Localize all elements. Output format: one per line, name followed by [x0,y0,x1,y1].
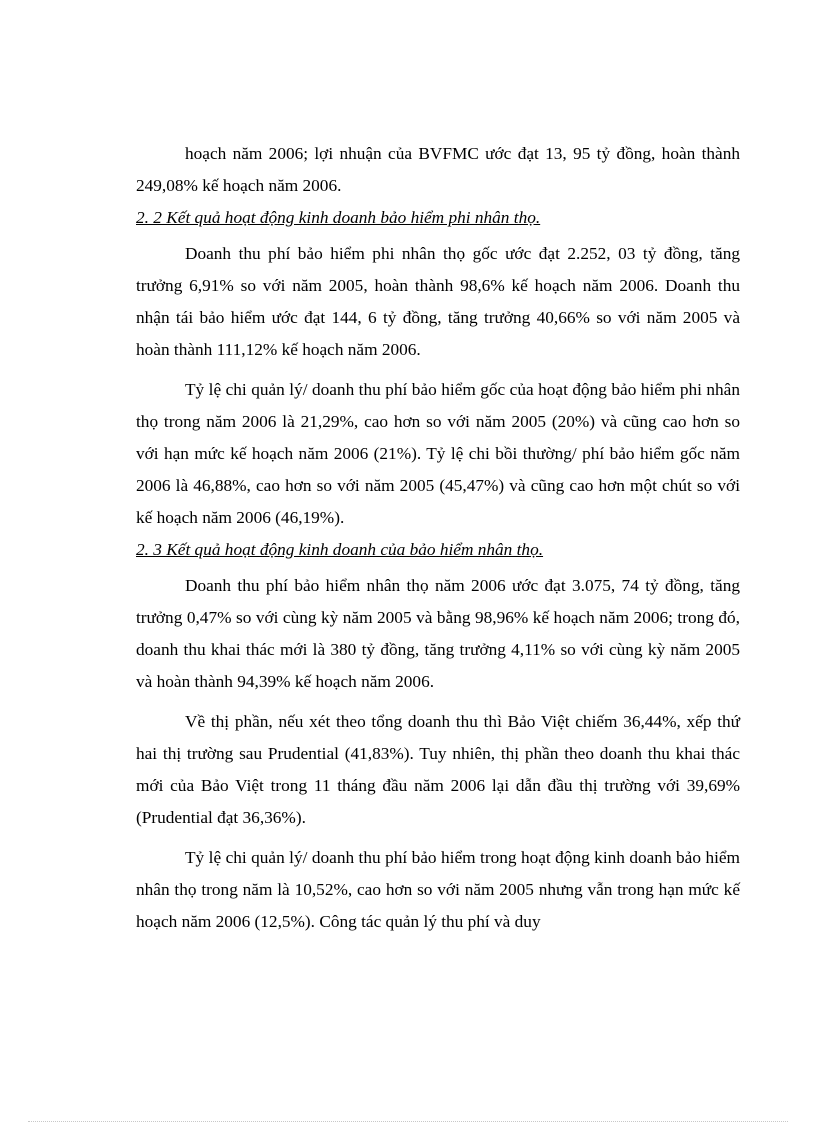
page-bottom-divider [28,1121,788,1122]
paragraph-non-life-ratios: Tỷ lệ chi quản lý/ doanh thu phí bảo hiểm gốc của hoạt động bảo hiểm phi nhân thọ trong năm 2006 là 21,29%, cao hơn so với năm 2005 (20%) và cũng cao hơn so với hạn mức kế hoạch năm 2006 (21%). Tỷ lệ chi bồi thường/ phí bảo hiểm gốc năm 2006 là 46,88%, cao hơn so với năm 2005 (45,47%) và cũng cao hơn một chút so với kế hoạch năm 2006 (46,19%). [136,380,740,527]
paragraph-life-ratios: Tỷ lệ chi quản lý/ doanh thu phí bảo hiểm trong hoạt động kinh doanh bảo hiểm nhân thọ trong năm là 10,52%, cao hơn so với năm 2005 nhưng vẫn trong hạn mức kế hoạch năm 2006 (12,5%). Công tác quản lý thu phí và duy [136,848,740,931]
paragraph-continuation: hoạch năm 2006; lợi nhuận của BVFMC ước đạt 13, 95 tỷ đồng, hoàn thành 249,08% kế hoạch năm 2006. [136,144,740,195]
section-heading-non-life: 2. 2 Kết quả hoạt động kinh doanh bảo hiểm phi nhân thọ. [136,208,541,227]
document-page [136,138,740,938]
paragraph-life-revenue: Doanh thu phí bảo hiểm nhân thọ năm 2006 ước đạt 3.075, 74 tỷ đồng, tăng trưởng 0,47% so với cùng kỳ năm 2005 và bằng 98,96% kế hoạch năm 2006; trong đó, doanh thu khai thác mới là 380 tỷ đồng, tăng trưởng 4,11% so với cùng kỳ năm 2005 và hoàn thành 94,39% kế hoạch năm 2006. [136,576,740,691]
paragraph-market-share: Về thị phần, nếu xét theo tổng doanh thu thì Bảo Việt chiếm 36,44%, xếp thứ hai thị trường sau Prudential (41,83%). Tuy nhiên, thị phần theo doanh thu khai thác mới của Bảo Việt trong 11 tháng đầu năm 2006 lại dẫn đầu thị trường với 39,69% (Prudential đạt 36,36%). [136,712,740,827]
section-heading-life: 2. 3 Kết quả hoạt động kinh doanh của bảo hiểm nhân thọ. [136,540,544,559]
paragraph-non-life-revenue: Doanh thu phí bảo hiểm phi nhân thọ gốc ước đạt 2.252, 03 tỷ đồng, tăng trưởng 6,91% so với năm 2005, hoàn thành 98,6% kế hoạch năm 2006. Doanh thu nhận tái bảo hiểm ước đạt 144, 6 tỷ đồng, tăng trưởng 40,66% so với năm 2005 và hoàn thành 111,12% kế hoạch năm 2006. [136,244,740,359]
